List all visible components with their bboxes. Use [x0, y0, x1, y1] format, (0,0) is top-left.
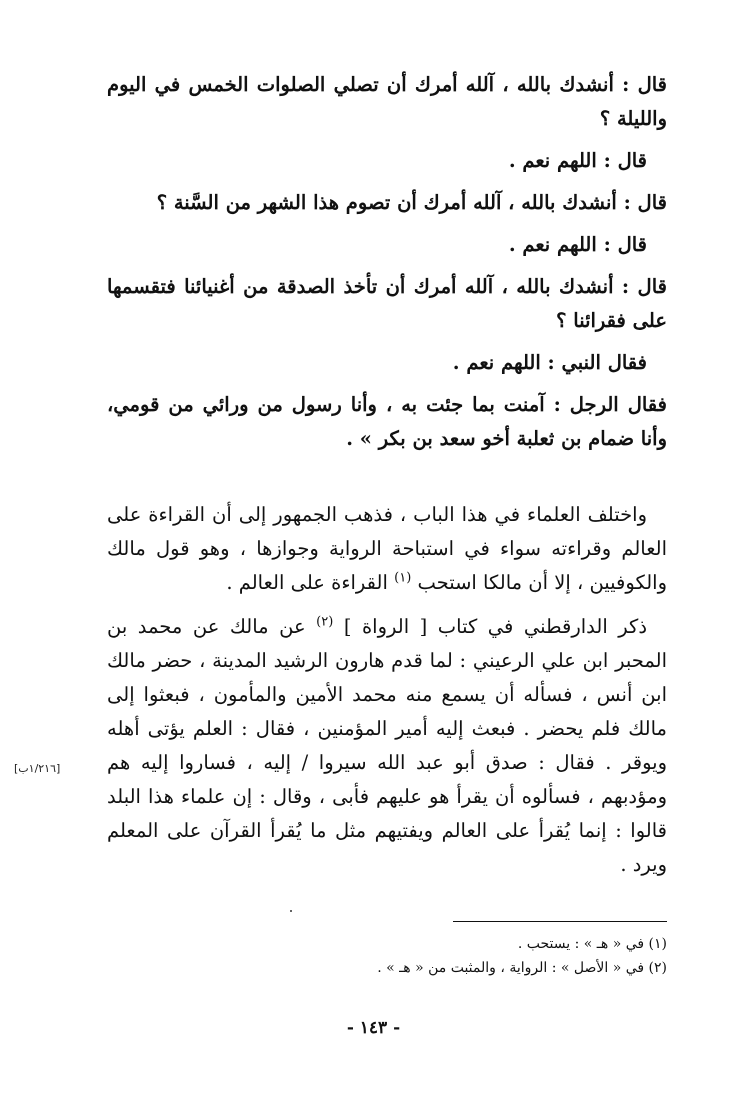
page-number: - ١٤٣ -	[346, 1018, 401, 1038]
body-text	[107, 498, 667, 892]
dialogue-section	[107, 68, 667, 464]
stray-dot	[290, 910, 292, 912]
footnote-marker-2[interactable]: (٢)	[316, 614, 334, 630]
paragraph-text: ذكر الدارقطني في كتاب [ الرواة ]	[343, 615, 648, 638]
paragraph-scholars-disagreement	[107, 498, 667, 600]
paragraph-text: القراءة على العالم .	[226, 571, 388, 594]
dialogue-line: قال : أنشدك بالله ، آلله أمرك أن تصلي الصلوات الخمس في اليوم والليلة ؟	[107, 73, 667, 130]
dialogue-line: قال : أنشدك بالله ، آلله أمرك أن تأخذ الصدقة من أغنيائنا فتقسمها على فقرائنا ؟	[107, 275, 667, 332]
dialogue-line: قال : اللهم نعم .	[508, 149, 647, 172]
dialogue-line: قال : اللهم نعم .	[508, 233, 647, 256]
dialogue-line: قال : أنشدك بالله ، آلله أمرك أن تصوم هذا الشهر من السَّنة ؟	[156, 191, 667, 214]
paragraph-text: عن مالك عن محمد بن المحبر ابن علي الرعيني : لما قدم هارون الرشيد المدينة ، حضر مالك ابن أنس ، فسأله أن يسمع منه محمد الأمين والمأمون ، فبعثوا إلى مالك فلم يحضر . فبعث إليه أمير المؤمنين ، فقال : العلم يؤتى أهله ويوقر . فقال : صدق أبو عبد الله سيروا / إليه ، فساروا إليه هم ومؤدبهم ، فسألوه أن يقرأ هو عليهم فأبى ، وقال : إن علماء هذا البلد قالوا : إنما يُقرأ على العالم ويفتيهم مثل ما يُقرأ القرآن على المعلم ويرد .	[107, 615, 667, 876]
dialogue-line: فقال النبي : اللهم نعم .	[452, 351, 647, 374]
footnote-marker-1[interactable]: (١)	[394, 570, 412, 586]
paragraph-text: واختلف العلماء في هذا الباب ، فذهب الجمهور إلى أن القراءة على العالم وقراءته سواء في استباحة الرواية وجوازها ، وهو قول مالك والكوفيين ، إلا أن مالكا استحب	[107, 503, 667, 594]
footnote-2: (٢) في « الأصل » : الرواية ، والمثبت من « هـ » .	[377, 960, 667, 976]
manuscript-folio-note: [١/٢١٦ب]	[14, 762, 61, 775]
paragraph-daraqutni	[107, 610, 667, 882]
footnote-divider	[453, 921, 667, 922]
footnotes	[107, 932, 667, 980]
footnote-1: (١) في « هـ » : يستحب .	[517, 936, 667, 952]
dialogue-line: فقال الرجل : آمنت بما جئت به ، وأنا رسول من ورائي من قومي، وأنا ضمام بن ثعلبة أخو سعد بن بكر » .	[107, 393, 667, 450]
